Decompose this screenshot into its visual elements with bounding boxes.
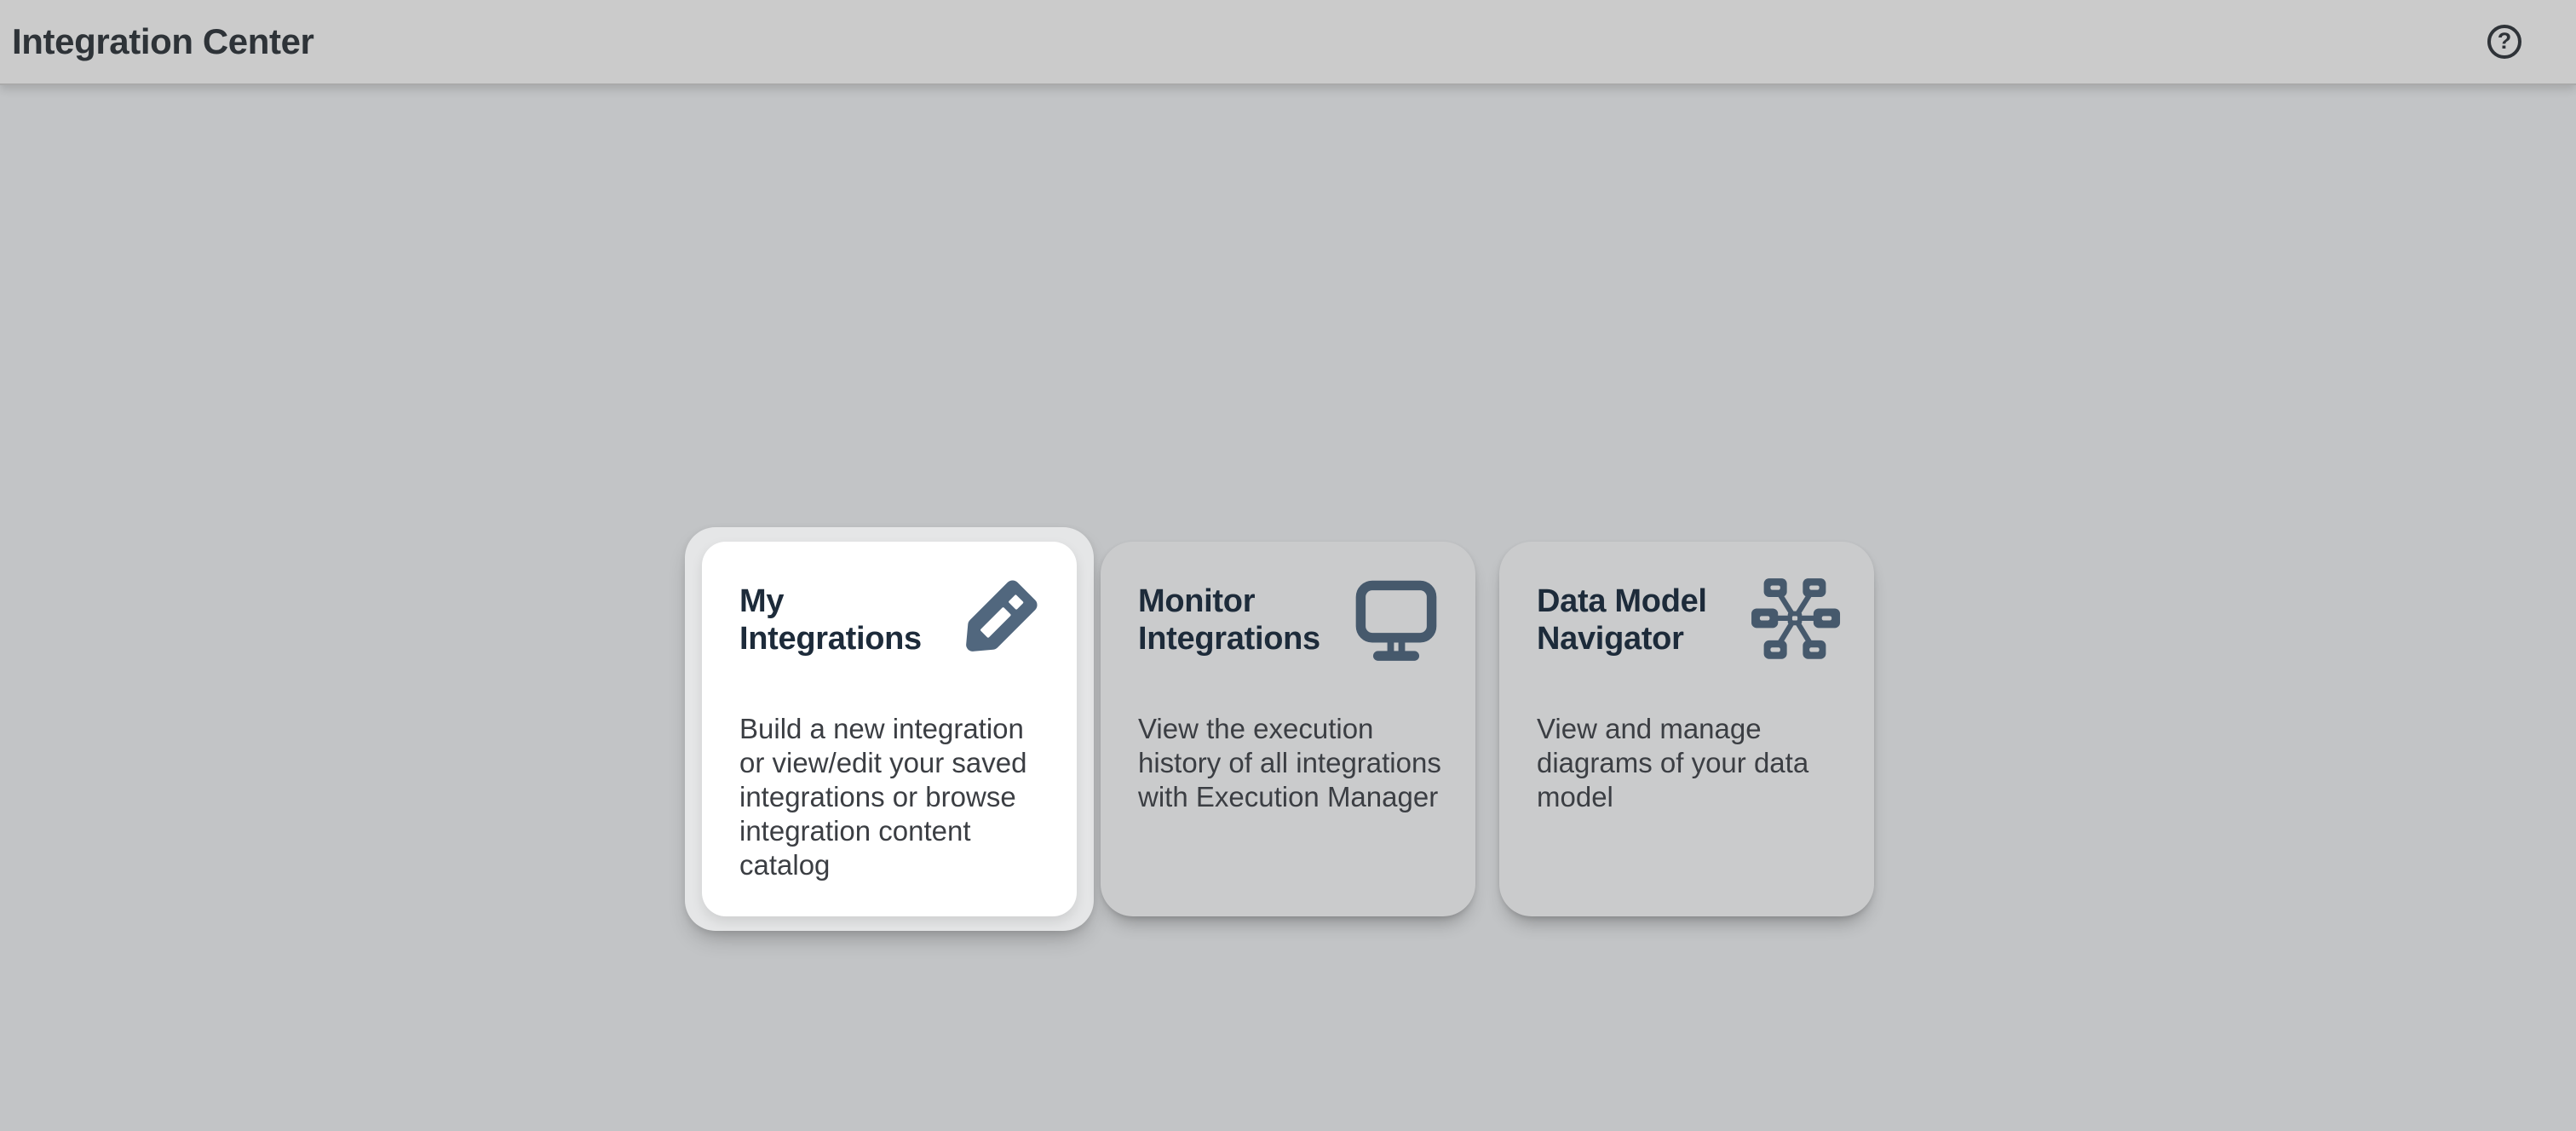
card-description: View the execution history of all integrations with Execution Manager bbox=[1138, 713, 1441, 812]
content-area bbox=[0, 85, 2576, 1129]
page-header bbox=[0, 0, 2576, 85]
pencil-edit-icon bbox=[951, 576, 1044, 664]
card-description: View and manage diagrams of your data model bbox=[1537, 713, 1809, 812]
card-my-integrations-highlight bbox=[685, 527, 1094, 931]
cards-row bbox=[702, 542, 1874, 916]
card-title: My Integrations bbox=[739, 583, 922, 657]
card-description: Build a new integration or view/edit your saved integrations or browse integration content catalog bbox=[739, 713, 1027, 881]
help-button[interactable] bbox=[2487, 25, 2521, 59]
card-title: Monitor Integrations bbox=[1138, 583, 1320, 657]
card-title: Data Model Navigator bbox=[1537, 583, 1707, 657]
page-title: Integration Center bbox=[12, 21, 314, 61]
card-data-model-navigator[interactable] bbox=[1499, 542, 1874, 916]
data-model-network-icon bbox=[1748, 576, 1842, 664]
question-mark-icon: ? bbox=[2497, 27, 2512, 54]
card-my-integrations[interactable] bbox=[702, 542, 1077, 916]
card-monitor-integrations[interactable] bbox=[1101, 542, 1475, 916]
monitor-screen-icon bbox=[1349, 576, 1443, 664]
